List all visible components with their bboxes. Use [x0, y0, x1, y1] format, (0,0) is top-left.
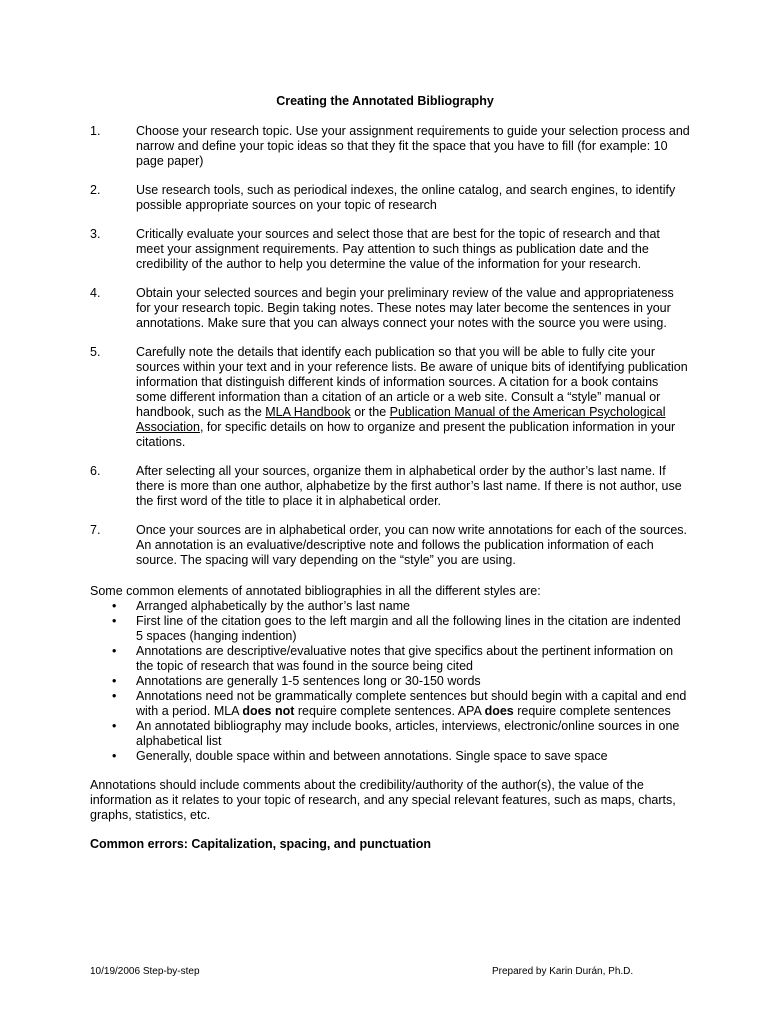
step-item — [90, 464, 690, 509]
step-item — [90, 124, 690, 169]
bold-does: does — [484, 704, 514, 718]
step-number: 2. — [90, 183, 101, 197]
step-number: 6. — [90, 464, 101, 478]
step-item — [90, 286, 690, 331]
step-item — [90, 345, 690, 450]
bullet-item — [90, 719, 690, 749]
step-item — [90, 523, 690, 568]
bullet-item — [90, 614, 690, 644]
bullet-text: First line of the citation goes to the left margin and all the following lines in the citation are indented 5 spaces (hanging indention) — [136, 614, 681, 643]
step-text-part: , for specific details on how to organize and present the publication information in your citations. — [136, 420, 676, 449]
footer-date: 10/19/2006 Step-by-step — [90, 966, 200, 977]
bullet-text: Annotations are generally 1-5 sentences long or 30-150 words — [136, 674, 481, 688]
bullet-icon: • — [112, 644, 117, 658]
mla-handbook-title: MLA Handbook — [265, 405, 351, 419]
bullet-icon: • — [112, 674, 117, 688]
bullet-text: Generally, double space within and between annotations. Single space to save space — [136, 749, 608, 763]
step-text: Once your sources are in alphabetical order, you can now write annotations for each of the sources. An annotation is an evaluative/descriptive note and follows the publication information of each source. The spacing will vary depending on the “style” you are using. — [136, 523, 688, 567]
bold-does-not: does not — [242, 704, 295, 718]
step-number: 3. — [90, 227, 101, 241]
bullet-icon: • — [112, 599, 117, 613]
bullet-icon: • — [112, 689, 117, 703]
elements-bullet-list — [90, 599, 690, 764]
bullet-icon: • — [112, 749, 117, 763]
step-number: 4. — [90, 286, 101, 300]
common-errors-heading: Common errors: Capitalization, spacing, and punctuation — [90, 837, 431, 851]
bullet-text: Arranged alphabetically by the author’s last name — [136, 599, 411, 613]
step-item — [90, 183, 690, 213]
page-title: Creating the Annotated Bibliography — [276, 94, 494, 108]
step-text: Choose your research topic. Use your assignment requirements to guide your selection process and narrow and define your topic ideas so that they fit the space that you have to fill (for example: 10 page paper) — [136, 124, 690, 168]
bullet-item — [90, 689, 690, 719]
common-elements-section — [90, 584, 690, 852]
bullet-text: Annotations are descriptive/evaluative notes that give specifics about the pertinent information on the topic of research that was found in the source being cited — [136, 644, 674, 673]
bullet-item — [90, 674, 690, 689]
step-number: 7. — [90, 523, 101, 537]
step-number: 1. — [90, 124, 101, 138]
apa-manual-title: Publication Manual of the American Psychological Association — [136, 405, 666, 434]
step-text-part: or the — [350, 405, 390, 419]
bullet-item — [90, 599, 690, 614]
step-text: After selecting all your sources, organize them in alphabetical order by the author’s last name. If there is more than one author, alphabetize by the first author’s last name. If there is not author, use the first word of the title to place it in alphabetical order. — [136, 464, 682, 508]
elements-intro: Some common elements of annotated bibliographies in all the different styles are: — [90, 584, 541, 598]
bullet-text-part: Annotations need not be grammatically complete sentences but should begin with a capital and end with a period. MLA — [136, 689, 687, 718]
bullet-text-part: require complete sentences. APA — [294, 704, 485, 718]
step-text: Use research tools, such as periodical indexes, the online catalog, and search engines, to identify possible appropriate sources on your topic of research — [136, 183, 676, 212]
step-number: 5. — [90, 345, 101, 359]
bullet-text — [136, 689, 686, 718]
bullet-text: An annotated bibliography may include books, articles, interviews, electronic/online sources in one alphabetical list — [136, 719, 680, 748]
bullet-icon: • — [112, 614, 117, 628]
bullet-text-part: require complete sentences — [513, 704, 671, 718]
footer-author: Prepared by Karin Durán, Ph.D. — [492, 966, 634, 977]
bullet-item — [90, 644, 690, 674]
step-text: Obtain your selected sources and begin your preliminary review of the value and appropriateness for your research topic. Begin taking notes. These notes may later become the sentences in your annotations. Make sure that you can always connect your notes with the source you were using. — [136, 286, 674, 330]
bullet-icon: • — [112, 719, 117, 733]
step-text-part: Carefully note the details that identify each publication so that you will be able to fully cite your sources within your text and in your reference lists. Be aware of unique bits of identifying publication information that distinguish different kinds of information sources. A citation for a book contains some different information than a citation of an article or a web site. Consult a “style” manual or handbook, such as the — [136, 345, 688, 419]
steps-list — [90, 124, 690, 582]
step-text — [136, 345, 690, 450]
step-item — [90, 227, 690, 272]
bullet-item — [90, 749, 690, 764]
step-text: Critically evaluate your sources and select those that are best for the topic of research and that meet your assignment requirements. Pay attention to such things as publication date and the credibility of the author to help you determine the value of the information for your research. — [136, 227, 660, 271]
comments-paragraph: Annotations should include comments about the credibility/authority of the author(s), the value of the information as it relates to your topic of research, and any special relevant features, such as maps, charts, graphs, statistics, etc. — [90, 778, 676, 822]
